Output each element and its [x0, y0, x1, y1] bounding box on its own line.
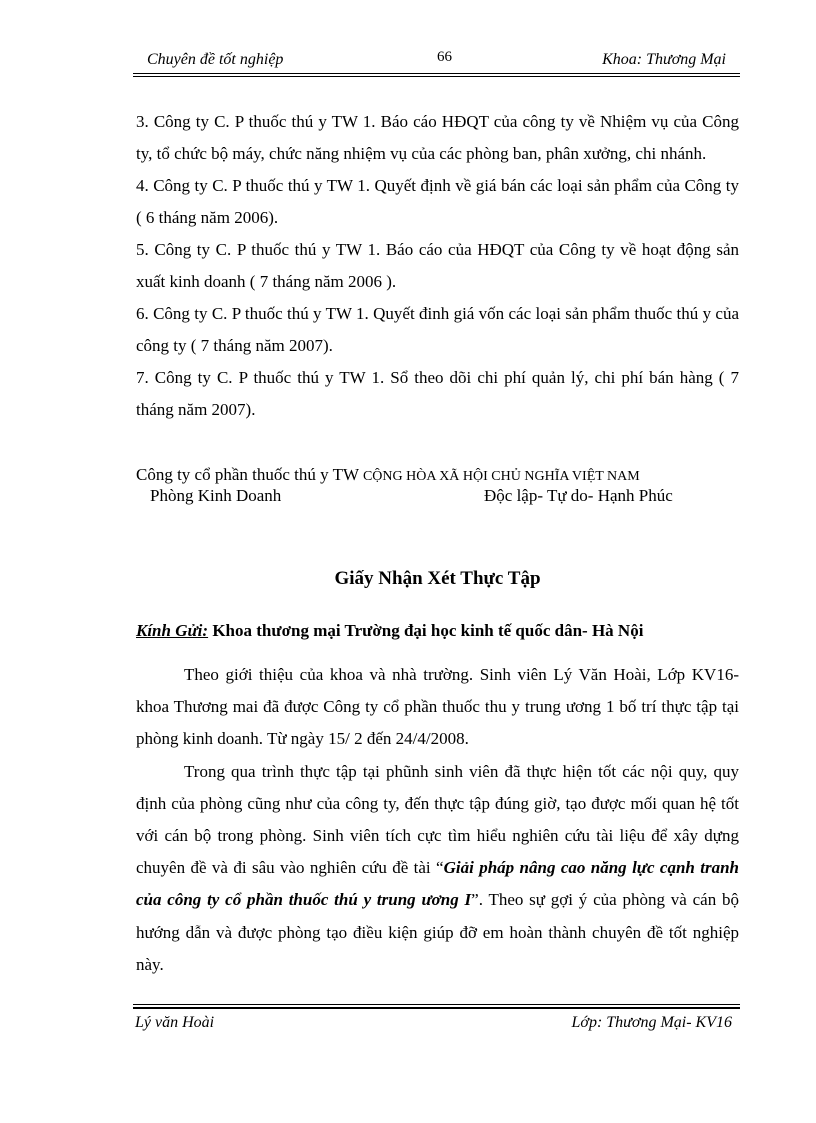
footer-rule-2 — [133, 1007, 740, 1009]
salutation-recipient: Khoa thương mại Trường đại học kinh tế quốc dân- Hà Nội — [212, 621, 644, 640]
department-name: Phòng Kinh Doanh — [150, 486, 282, 505]
page-header — [133, 46, 740, 74]
footer-rule — [133, 1004, 740, 1005]
header-rule — [133, 73, 740, 74]
salutation — [136, 621, 739, 641]
republic-name: CỘNG HÒA XÃ HỘI CHỦ NGHĨA VIỆT NAM — [362, 469, 640, 484]
header-left: Chuyên đề tốt nghiệp — [147, 51, 284, 68]
footer-author: Lý văn Hoài — [135, 1014, 215, 1031]
salutation-label: Kính Gửi: — [136, 621, 209, 640]
para2-start: Trong qua trình thực tập tại phũnh sinh viên đã thực hiện tốt các nội quy, quy định của phòng cũng như của công ty, đến thực tập đúng giờ, tạo được mối quan hệ tốt với cán bộ trong phòng. Sinh viên tích cực tìm hiểu nghiên cứu tài liệu để xây dựng chuyên đề và đi sâu vào nghiên cứu đề tài “ — [136, 761, 739, 878]
header-right: Khoa: Thương Mại — [602, 51, 726, 68]
references-list — [136, 106, 739, 426]
company-name: Công ty cổ phần thuốc thú y TW — [136, 465, 359, 484]
header-rule-2 — [133, 76, 740, 77]
letter-body — [136, 659, 739, 981]
body-paragraph-2 — [136, 756, 739, 981]
para2-end: ”. Theo sự gợi ý của phòng và cán bộ hướng dẫn và được phòng tạo điều kiện giúp đỡ em hoàn thành chuyên đề tốt nghiệp này. — [136, 890, 739, 974]
reference-item: 7. Công ty C. P thuốc thú y TW 1. Sổ theo dõi chi phí quản lý, chi phí bán hàng ( 7 tháng năm 2007). — [136, 368, 739, 419]
document-title: Giấy Nhận Xét Thực Tập — [334, 568, 541, 589]
reference-item: 5. Công ty C. P thuốc thú y TW 1. Báo cáo của HĐQT của Công ty về hoạt động sản xuất kinh doanh ( 7 tháng năm 2006 ). — [136, 240, 739, 291]
reference-item: 6. Công ty C. P thuốc thú y TW 1. Quyết đinh giá vốn các loại sản phẩm thuốc thú y của công ty ( 7 tháng năm 2007). — [136, 304, 739, 355]
reference-item: 3. Công ty C. P thuốc thú y TW 1. Báo cáo HĐQT của công ty về Nhiệm vụ của Công ty, tổ chức bộ máy, chức năng nhiệm vụ của các phòng ban, phân xưởng, chi nhánh. — [136, 112, 739, 163]
page-number: 66 — [437, 49, 452, 65]
page-footer — [133, 1011, 740, 1037]
footer-class: Lớp: Thương Mại- KV16 — [571, 1014, 732, 1031]
letterhead-row-1 — [136, 465, 739, 485]
national-motto: Độc lập- Tự do- Hạnh Phúc — [484, 486, 673, 505]
body-paragraph-1: Theo giới thiệu của khoa và nhà trường. Sinh viên Lý Văn Hoài, Lớp KV16- khoa Thương mai đã được Công ty cổ phần thuốc thu y trung ương 1 bố trí thực tập tại phòng kinh doanh. Từ ngày 15/ 2 đến 24/4/2008. — [136, 665, 739, 749]
reference-item: 4. Công ty C. P thuốc thú y TW 1. Quyết định về giá bán các loại sản phẩm của Công ty ( 6 tháng năm 2006). — [136, 176, 739, 227]
thesis-topic: Giải pháp nâng cao năng lực cạnh tranh của công ty cổ phần thuốc thú y trung ương I — [136, 858, 739, 910]
